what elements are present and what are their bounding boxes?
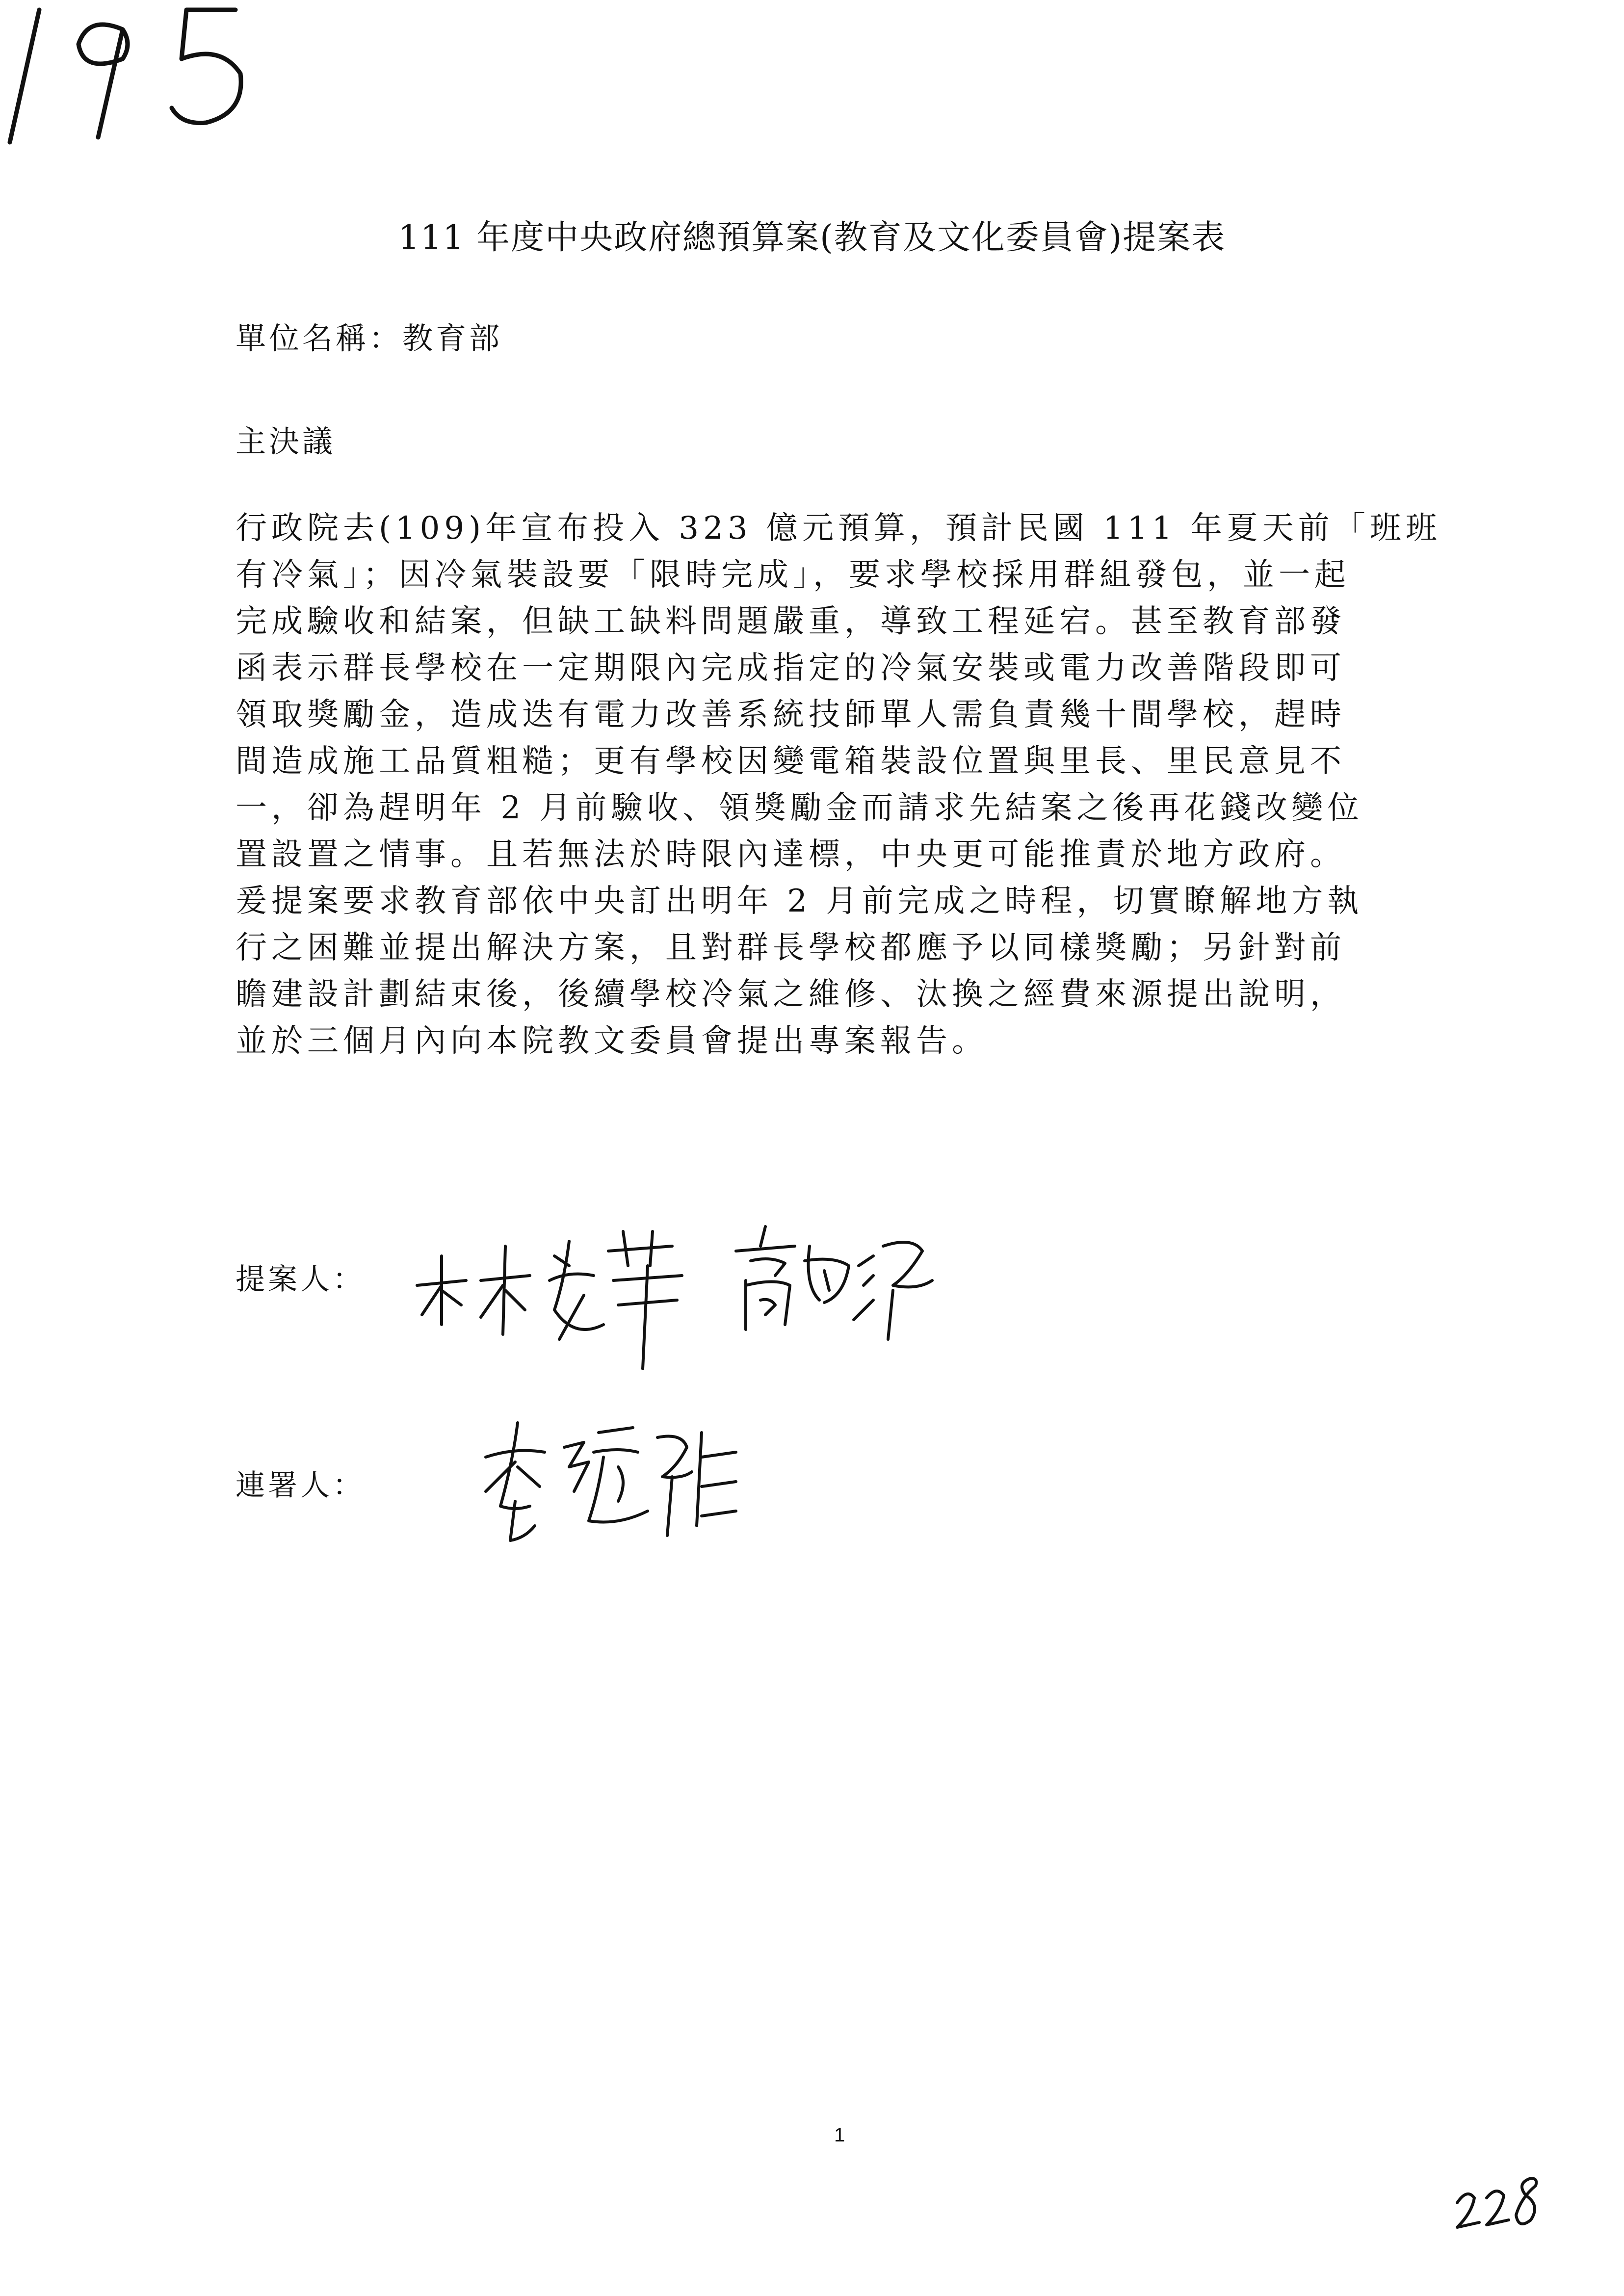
handwritten-number-228: [1452, 2168, 1550, 2237]
proposer-label: 提案人：: [236, 1262, 365, 1297]
unit-name-line: 單位名稱：教育部: [236, 320, 503, 356]
cosigner-signature: [471, 1413, 746, 1560]
handwritten-number-195: [0, 0, 255, 152]
body-line: 並於三個月內向本院教文委員會提出專案報告。: [236, 1023, 988, 1059]
resolution-body: [236, 505, 1442, 1065]
body-line: 完成驗收和結案，但缺工缺料問題嚴重，導致工程延宕。甚至教育部發: [236, 603, 1346, 640]
body-line: 行政院去(109)年宣布投入 323 億元預算，預計民國 111 年夏天前「班班: [236, 510, 1441, 547]
document-title: 111 年度中央政府總預算案(教育及文化委員會)提案表: [398, 218, 1226, 257]
body-line: 行之困難並提出解決方案，且對群長學校都應予以同樣獎勵；另針對前: [236, 930, 1346, 966]
body-line: 領取獎勵金，造成迭有電力改善系統技師單人需負責幾十間學校，趕時: [236, 697, 1346, 733]
proposer-signature-2: [726, 1217, 942, 1344]
cosigner-label: 連署人：: [236, 1468, 365, 1503]
page-number: 1: [834, 2124, 845, 2146]
body-line: 函表示群長學校在一定期限內完成指定的冷氣安裝或電力改善階段即可: [236, 650, 1346, 686]
proposer-signature-1: [407, 1212, 702, 1374]
body-line: 一，卻為趕明年 2 月前驗收、領獎勵金而請求先結案之後再花錢改變位: [236, 790, 1363, 826]
resolution-label: 主決議: [236, 423, 336, 459]
body-line: 有冷氣」；因冷氣裝設要「限時完成」，要求學校採用群組發包，並一起: [236, 557, 1350, 593]
body-line: 置設置之情事。且若無法於時限內達標，中央更可能推責於地方政府。: [236, 836, 1346, 873]
body-line: 爰提案要求教育部依中央訂出明年 2 月前完成之時程，切實瞭解地方執: [236, 883, 1363, 919]
body-line: 間造成施工品質粗糙；更有學校因變電箱裝設位置與里長、里民意見不: [236, 743, 1346, 780]
body-line: 瞻建設計劃結束後，後續學校冷氣之維修、汰換之經費來源提出說明，: [236, 976, 1346, 1013]
